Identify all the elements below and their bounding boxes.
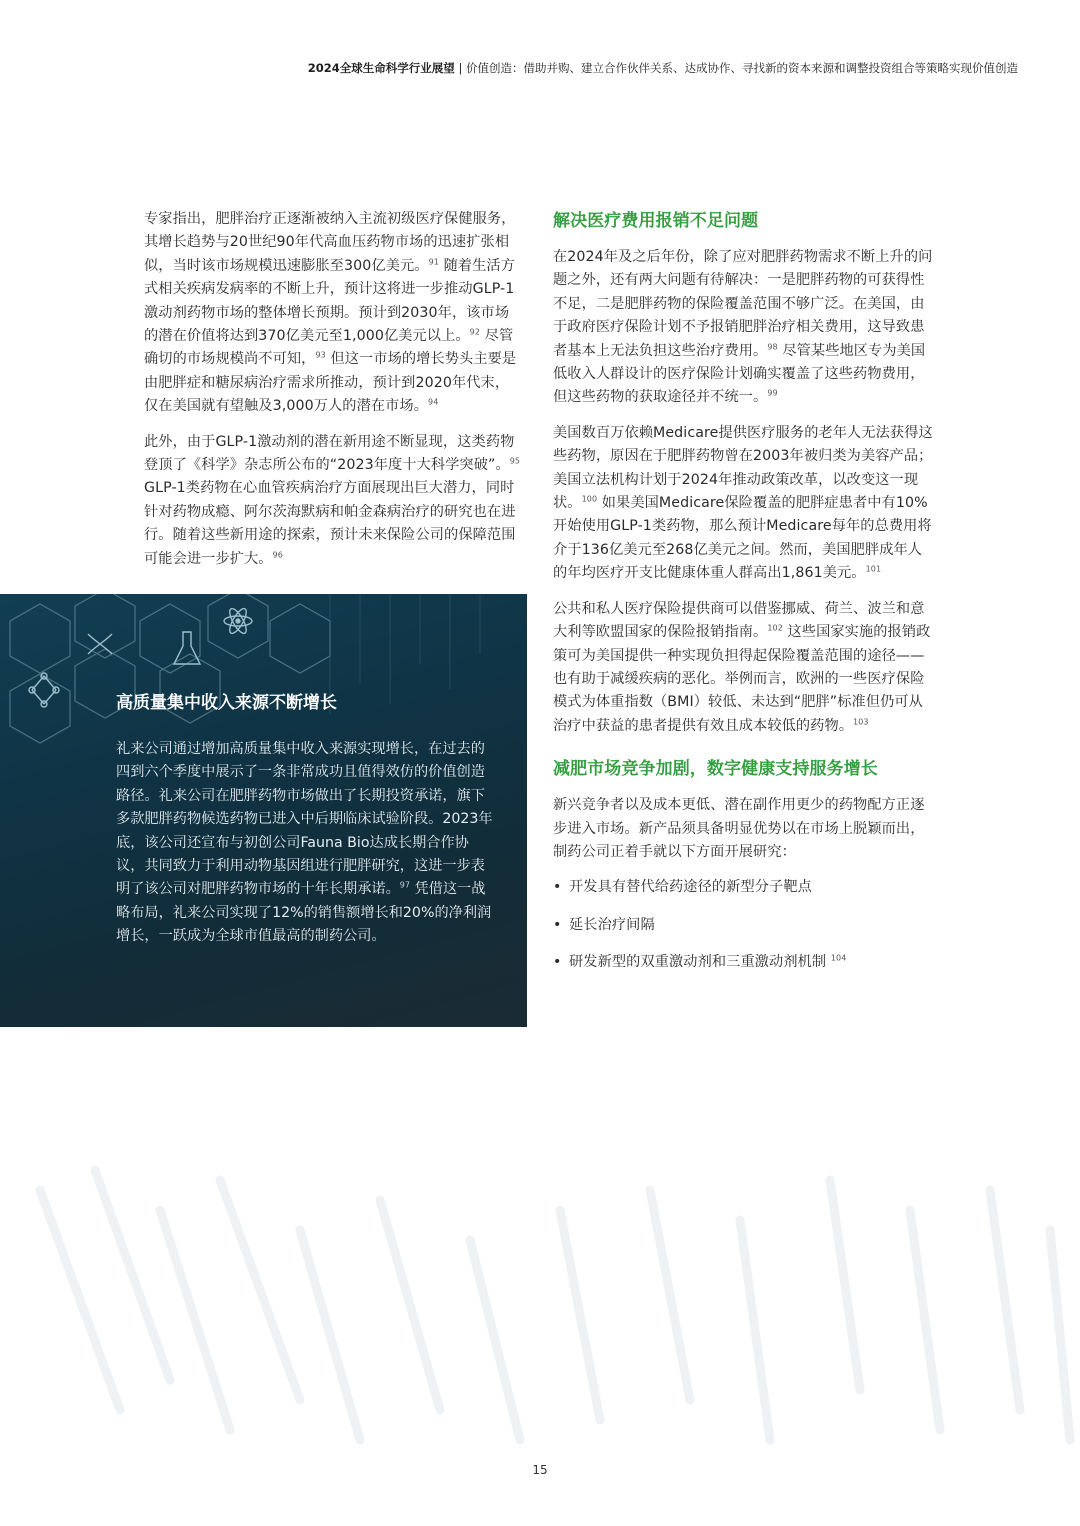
text: 此外，由于GLP-1激动剂的潜在新用途不断显现，这类药物登顶了《科学》杂志所公布的“2023年度十大科学突破”。: [144, 433, 515, 474]
background-pattern: [0, 1150, 1080, 1450]
list-item: [553, 876, 935, 899]
text: 专家指出，肥胖治疗正逐渐被纳入主流初级医疗保健服务，其增长趋势与20世纪90年代高血压药物市场的迅速扩张相似，当时该市场规模迅速膨胀至300亿美元。: [144, 211, 516, 274]
section-heading-reimbursement: 解决医疗费用报销不足问题: [553, 211, 759, 231]
text: 这些国家实施的报销政策可为美国提供一种实现负担得起保险覆盖范围的途径——也有助于减缓疾病的恶化。举例而言，欧洲的一些医疗保险模式为体重指数（BMI）较低、未达到“肥胖”标准但仍可从治疗中获益的患者提供有效且成本较低的药物。: [553, 624, 931, 734]
text: 公共和私人医疗保险提供商可以借鉴挪威、荷兰、波兰和意大利等欧盟国家的保险报销指南。: [553, 600, 925, 641]
research-list: [553, 876, 935, 974]
footnote-ref[interactable]: 103: [853, 716, 869, 726]
text: 开发具有替代给药途径的新型分子靶点: [569, 879, 812, 896]
footnote-ref[interactable]: 102: [767, 623, 783, 633]
panel-heading: 高质量集中收入来源不断增长: [116, 693, 337, 713]
right-column: [553, 208, 935, 989]
section-heading-competition: 减肥市场竞争加剧，数字健康支持服务增长: [553, 759, 878, 780]
footnote-ref[interactable]: 101: [865, 564, 882, 574]
text: 尽管确切的市场规模尚不可知，: [144, 328, 514, 368]
text: 尽管某些地区专为美国低收入人群设计的医疗保险计划确实覆盖了这些药物费用，但这些药物的获取途径并不统一。: [553, 342, 926, 406]
paragraph-medicare: [553, 422, 935, 586]
footnote-ref[interactable]: 100: [581, 494, 598, 504]
text: GLP-1类药物在心血管疾病治疗方面展现出巨大潜力，同时针对药物成瘾、阿尔茨海默病和帕金森病治疗的研究也在进行。随着这些新用途的探索，预计未来保险公司的保障范围可能会进一步扩大。: [144, 480, 516, 567]
report-subtitle: 价值创造：借助并购、建立合作伙伴关系、达成协作、寻找新的资本来源和调整投资组合等策略实现价值创造: [466, 61, 1018, 75]
text: 如果美国Medicare保险覆盖的肥胖症患者中有10%开始使用GLP-1类药物，那么预计Medicare每年的总费用将介于136亿美元至268亿美元之间。然而，美国肥胖成年人的年均医疗开支比健康体重人群高出1,861美元。: [553, 495, 932, 582]
panel-body: [116, 738, 496, 949]
text: 在2024年及之后年份，除了应对肥胖药物需求不断上升的问题之外，还有两大问题有待解决：一是肥胖药物的可获得性不足，二是肥胖药物的保险覆盖范围不够广泛。在美国，由于政府医疗保险计划不予报销肥胖治疗相关费用，这导致患者基本上无法负担这些治疗费用。: [553, 249, 933, 359]
paragraph-new-uses: [144, 431, 522, 571]
footnote-ref[interactable]: 93: [315, 350, 326, 360]
text: 凭借这一战略布局，礼来公司实现了12%的销售额增长和20%的净利润增长，一跃成为全球市值最高的制药公司。: [116, 881, 492, 945]
paragraph-market-growth: [144, 208, 522, 419]
footnote-ref[interactable]: 91: [428, 257, 439, 267]
left-column: [144, 208, 522, 583]
footnote-ref[interactable]: 97: [399, 880, 410, 890]
text: 礼来公司通过增加高质量集中收入来源实现增长，在过去的四到六个季度中展示了一条非常成功且值得效仿的价值创造路径。礼来公司在肥胖药物市场做出了长期投资承诺，旗下多款肥胖药物候选药物已进入中后期临床试验阶段。2023年底，该公司还宣布与初创公司Fauna Bio达成长期合作协议，共同致力于利用动物基因组进行肥胖研究，这进一步表明了该公司对肥胖药物市场的十年长期承诺。: [116, 741, 493, 898]
text: 研发新型的双重激动剂和三重激动剂机制: [569, 954, 827, 971]
text: 随着生活方式相关疾病发病率的不断上升，预计这将进一步推动GLP-1激动剂药物市场的整体增长预期。预计到2030年，该市场的潜在价值将达到370亿美元至1,000亿美元以上。: [144, 257, 516, 345]
footnote-ref[interactable]: 94: [428, 397, 439, 407]
footnote-ref[interactable]: 96: [272, 549, 283, 559]
paragraph-competition: 新兴竞争者以及成本更低、潜在副作用更少的药物配方正逐步进入市场。新产品须具备明显优势以在市场上脱颖而出，制药公司正着手就以下方面开展研究：: [553, 797, 925, 860]
footnote-ref[interactable]: 104: [830, 953, 847, 963]
text: 美国数百万依赖Medicare提供医疗服务的老年人无法获得这些药物，原因在于肥胖药物曾在2003年被归类为美容产品；美国立法机构计划于2024年推动政策改革，以改变这一现状。: [553, 424, 933, 512]
list-item: [553, 914, 935, 937]
page-header: [40, 60, 1018, 76]
text: 但这一市场的增长势头主要是由肥胖症和糖尿病治疗需求所推动，预计到2020年代末，仅在美国就有望触及3,000万人的潜在市场。: [144, 351, 517, 415]
footnote-ref[interactable]: 95: [509, 456, 521, 466]
header-separator: |: [454, 61, 466, 75]
footnote-ref[interactable]: 99: [767, 388, 778, 398]
text: 延长治疗间隔: [569, 916, 655, 933]
report-title: 2024全球生命科学行业展望: [307, 61, 455, 75]
list-item: [553, 951, 935, 974]
page-number: 15: [532, 1463, 548, 1477]
paragraph-eu-guidelines: [553, 598, 935, 738]
footnote-ref[interactable]: 98: [767, 341, 778, 351]
paragraph-reimbursement: [553, 246, 935, 410]
footnote-ref[interactable]: 92: [469, 327, 481, 337]
